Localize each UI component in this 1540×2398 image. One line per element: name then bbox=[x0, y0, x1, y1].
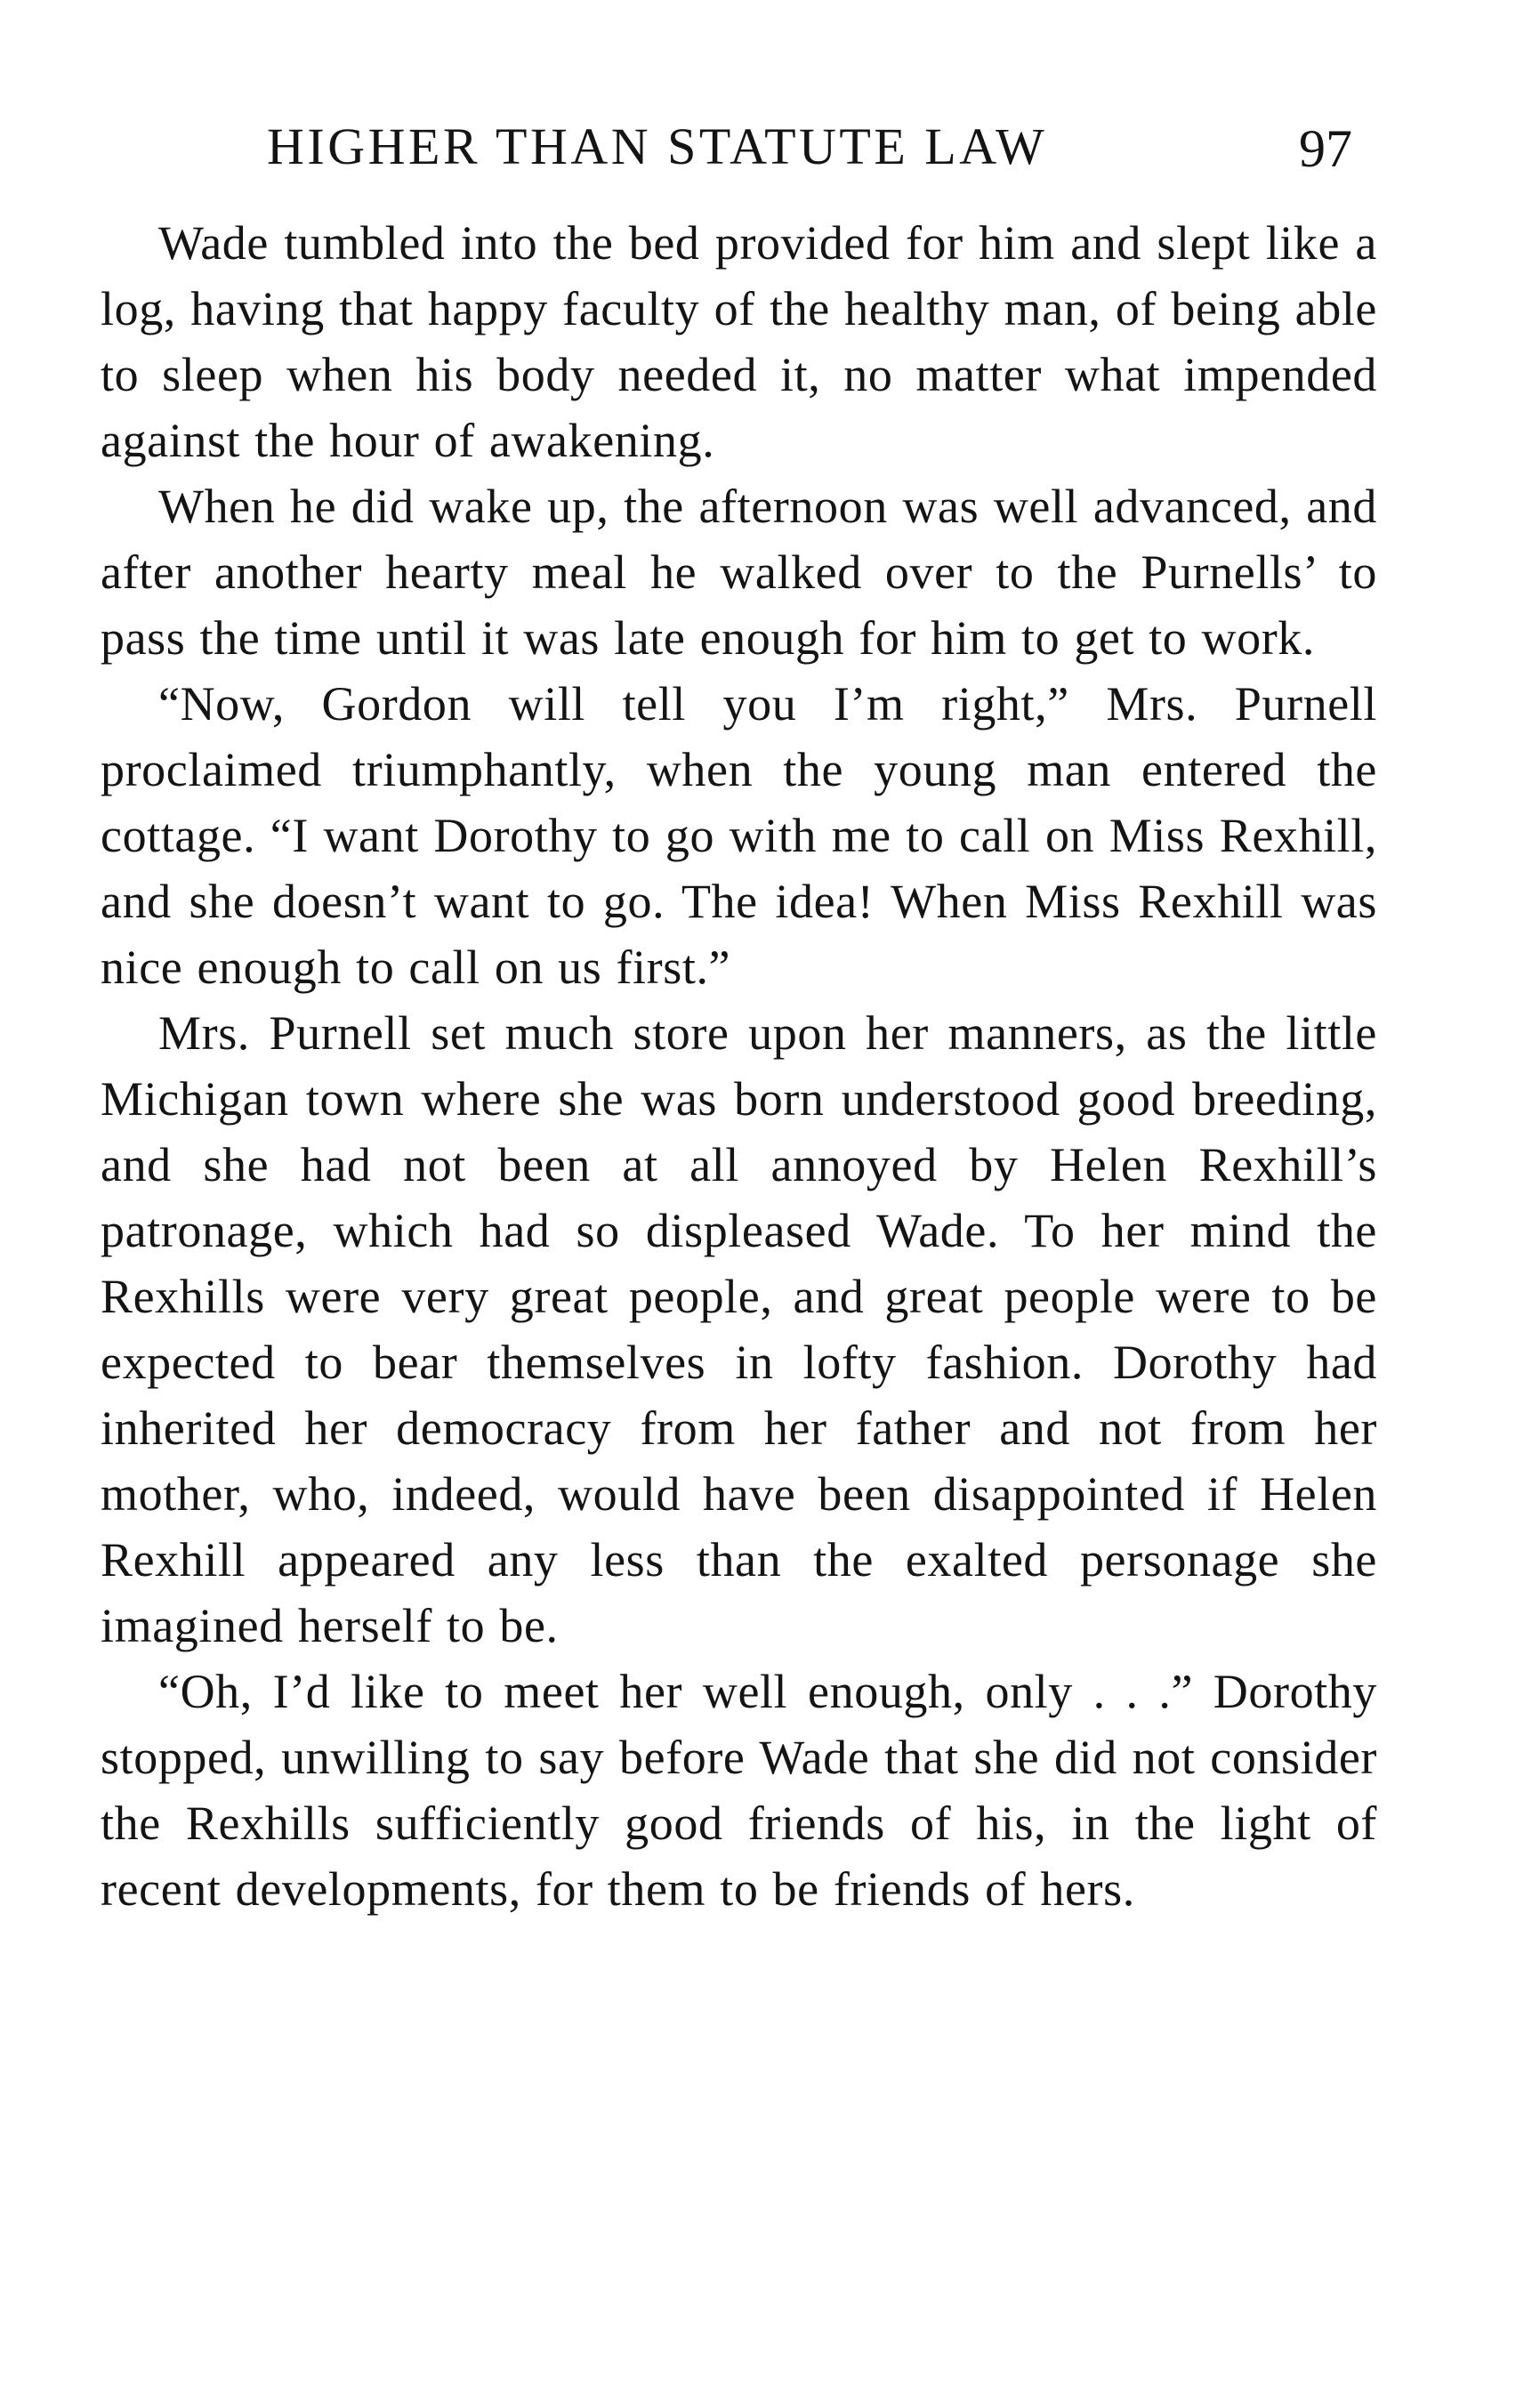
paragraph-2: When he did wake up, the afternoon was well advanced, and after another hearty meal he walked over to the Purnells’ to pass the time until it was late enough for him to get to work. bbox=[101, 480, 1377, 665]
paragraph-5: “Oh, I’d like to meet her well enough, only . . .” Dorothy stopped, unwilling to say before Wade that she did not consider the Rexhills sufficiently good friends of his, in the light of recent developments, for them to be friends of hers. bbox=[101, 1665, 1377, 1916]
paragraph-1: Wade tumbled into the bed provided for him and slept like a log, having that happy faculty of the healthy man, of being able to sleep when his body needed it, no matter what impended against the hour of awakening. bbox=[101, 216, 1377, 467]
body-text bbox=[101, 210, 1377, 1922]
running-title: HIGHER THAN STATUTE LAW bbox=[267, 117, 1048, 175]
page-number: 97 bbox=[1299, 119, 1352, 178]
paragraph-4: Mrs. Purnell set much store upon her manners, as the little Michigan town where she was born understood good breeding, and she had not been at all annoyed by Helen Rexhill’s patronage, which had so displeased Wade. To her mind the Rexhills were very great people, and great people were to be expected to bear themselves in lofty fashion. Dorothy had inherited her democracy from her father and not from her mother, who, indeed, would have been disappointed if Helen Rexhill appeared any less than the exalted personage she imagined herself to be. bbox=[101, 1006, 1377, 1652]
page-header bbox=[116, 110, 1352, 182]
paragraph-3: “Now, Gordon will tell you I’m right,” Mrs. Purnell proclaimed triumphantly, when the young man entered the cottage. “I want Dorothy to go with me to call on Miss Rexhill, and she doesn’t want to go. The idea! When Miss Rexhill was nice enough to call on us first.” bbox=[101, 677, 1377, 994]
